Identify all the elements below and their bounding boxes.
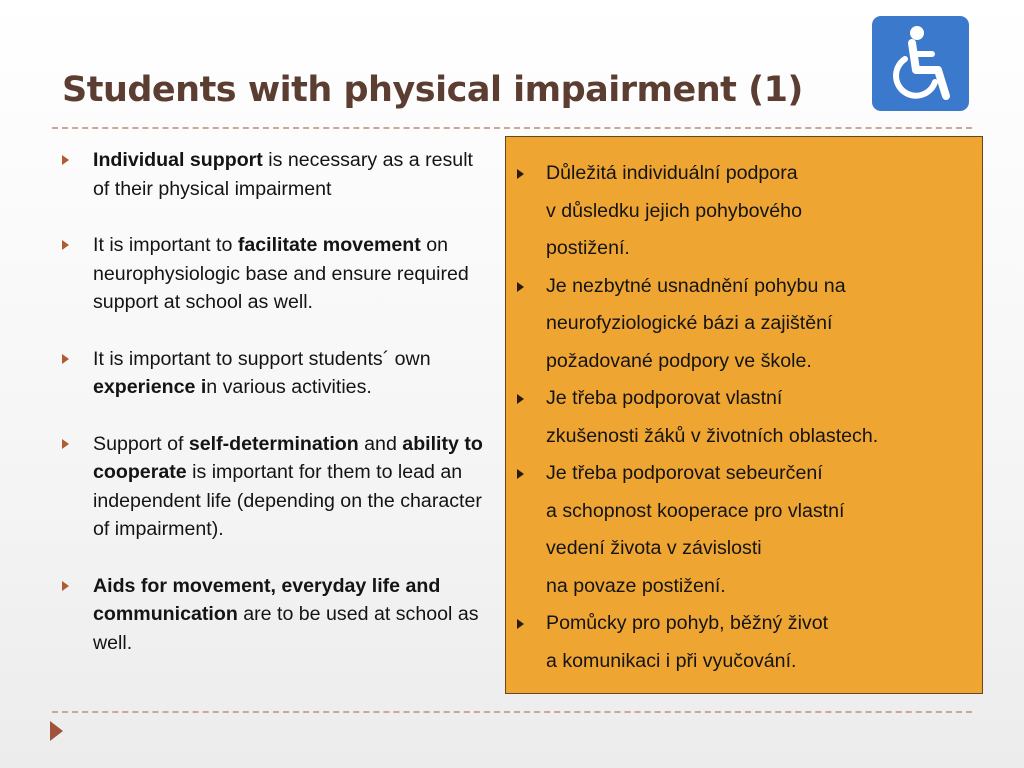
list-item [62,572,494,658]
list-item [517,380,972,455]
list-item [62,345,494,402]
item-line: Je třeba podporovat sebeurčení [546,462,823,484]
list-item [62,146,494,203]
bold-text: Individual support [93,149,263,171]
bold-text: self-determination [188,432,359,455]
item-line: na povaze postižení. [546,574,726,597]
item-text: is necessary as a result of their physical impairment [93,149,473,200]
item-line: Je nezbytné usnadnění pohybu na [546,274,846,297]
list-item [517,268,972,381]
item-text: on neurophysiologic base and ensure required support at school as well. [93,234,469,313]
item-line: a schopnost kooperace pro vlastní [546,499,845,522]
item-line: neurofyziologické bázi a zajištění [546,312,833,334]
bold-text: Aids for movement, everyday life and communication [93,574,441,625]
item-line: v důsledku jejich pohybového [546,199,802,222]
bullet-arrow-icon [62,354,69,364]
list-item [517,605,972,680]
bottom-divider [52,711,972,713]
item-text: Support of [93,432,189,455]
czech-summary-box [505,136,983,694]
item-line: a komunikaci i při vyučování. [546,649,797,672]
item-text: It is important to [93,234,238,256]
wheelchair-icon [872,16,969,111]
item-line: požadované podpory ve škole. [546,349,812,372]
bullet-arrow-icon [517,619,524,629]
list-item [517,155,972,268]
bullet-arrow-icon [517,282,524,292]
next-slide-arrow-icon[interactable] [50,721,63,741]
bold-text: ability to cooperate [93,432,483,483]
list-item [62,231,494,317]
item-text: and [358,432,403,455]
item-line: Důležitá individuální podpora [546,162,798,184]
english-bullet-list [62,146,494,685]
item-text: It is important to support students´ own [93,347,431,370]
list-item [517,455,972,605]
top-divider [52,127,972,129]
item-line: Je třeba podporovat vlastní [546,387,783,409]
bullet-arrow-icon [517,469,524,479]
item-text: is important for them to lead an independent life (depending on the character of impairment). [93,461,482,540]
bullet-arrow-icon [62,581,69,591]
item-text: are to be used at school as well. [93,603,479,654]
item-line: vedení života v závislosti [546,537,762,559]
item-line: Pomůcky pro pohyb, běžný život [546,612,829,634]
bullet-arrow-icon [62,439,69,449]
item-line: postižení. [546,237,630,259]
bullet-arrow-icon [517,394,524,404]
slide-title: Students with physical impairment (1) [62,70,803,110]
list-item [62,430,494,544]
bullet-arrow-icon [62,155,69,165]
bold-text: facilitate movement [237,234,421,256]
bullet-arrow-icon [517,169,524,179]
item-line: zkušenosti žáků v životních oblastech. [546,424,879,447]
bold-text: experience i [93,376,207,398]
bullet-arrow-icon [62,240,69,250]
item-text: n various activities. [206,376,372,398]
